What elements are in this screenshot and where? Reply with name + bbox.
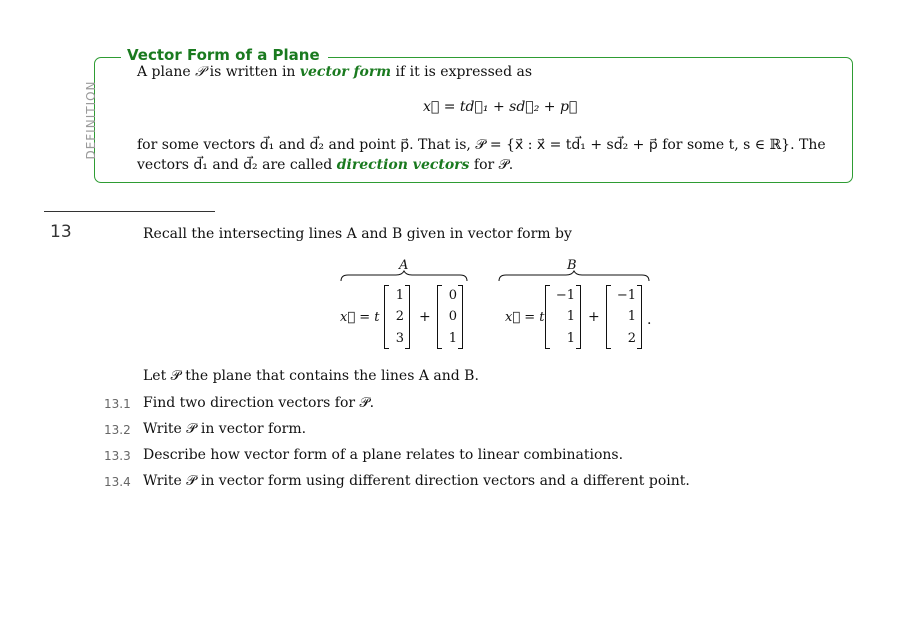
- definition-equation: x⃗ = td⃗₁ + sd⃗₂ + p⃗: [423, 99, 578, 115]
- definition-line-1: A plane 𝒫 is written in vector form if it is expressed as: [137, 64, 533, 80]
- line-a-direction-vector: 1 2 3: [384, 285, 410, 349]
- problem-intro: Recall the intersecting lines A and B given in vector form by: [143, 226, 572, 242]
- problem-number: 13: [50, 222, 72, 242]
- line-b-period: .: [647, 312, 652, 328]
- line-b-direction-vector: −1 1 1: [545, 285, 581, 349]
- line-a-overbrace: [340, 270, 468, 282]
- subpart-text: Describe how vector form of a plane relates to linear combinations.: [143, 447, 624, 463]
- line-b-plus: +: [588, 309, 600, 325]
- subpart-text: Write 𝒫 in vector form.: [143, 421, 307, 437]
- definition-side-label: DEFINITION: [84, 80, 98, 160]
- definition-line-2: for some vectors d⃗₁ and d⃗₂ and point p⃗. That is, 𝒫 = {x⃗ : x⃗ = td⃗₁ + sd⃗₂ + p⃗ for some t, s ∈ ℝ}. The: [137, 137, 826, 153]
- line-b-point-vector: −1 1 2: [606, 285, 642, 349]
- line-b-lhs: x⃗ = t: [505, 310, 545, 325]
- subpart-number: 13.1: [104, 397, 131, 411]
- subpart-number: 13.3: [104, 449, 131, 463]
- problem-let-text: Let 𝒫 the plane that contains the lines A and B.: [143, 368, 479, 384]
- subpart-number: 13.4: [104, 475, 131, 489]
- definition-line-3: vectors d⃗₁ and d⃗₂ are called direction vectors for 𝒫.: [137, 157, 514, 173]
- line-b-overbrace: [498, 270, 650, 282]
- line-b-label: B: [567, 258, 577, 273]
- subpart-number: 13.2: [104, 423, 131, 437]
- subpart-text: Find two direction vectors for 𝒫.: [143, 395, 375, 411]
- subpart-text: Write 𝒫 in vector form using different direction vectors and a different point.: [143, 473, 690, 489]
- line-a-plus: +: [419, 309, 431, 325]
- separator-rule: [44, 211, 215, 212]
- line-a-point-vector: 0 0 1: [437, 285, 463, 349]
- definition-title: Vector Form of a Plane: [121, 46, 328, 64]
- term-direction-vectors: direction vectors: [336, 157, 470, 173]
- line-a-label: A: [399, 258, 409, 273]
- term-vector-form: vector form: [299, 64, 392, 80]
- line-a-lhs: x⃗ = t: [340, 310, 380, 325]
